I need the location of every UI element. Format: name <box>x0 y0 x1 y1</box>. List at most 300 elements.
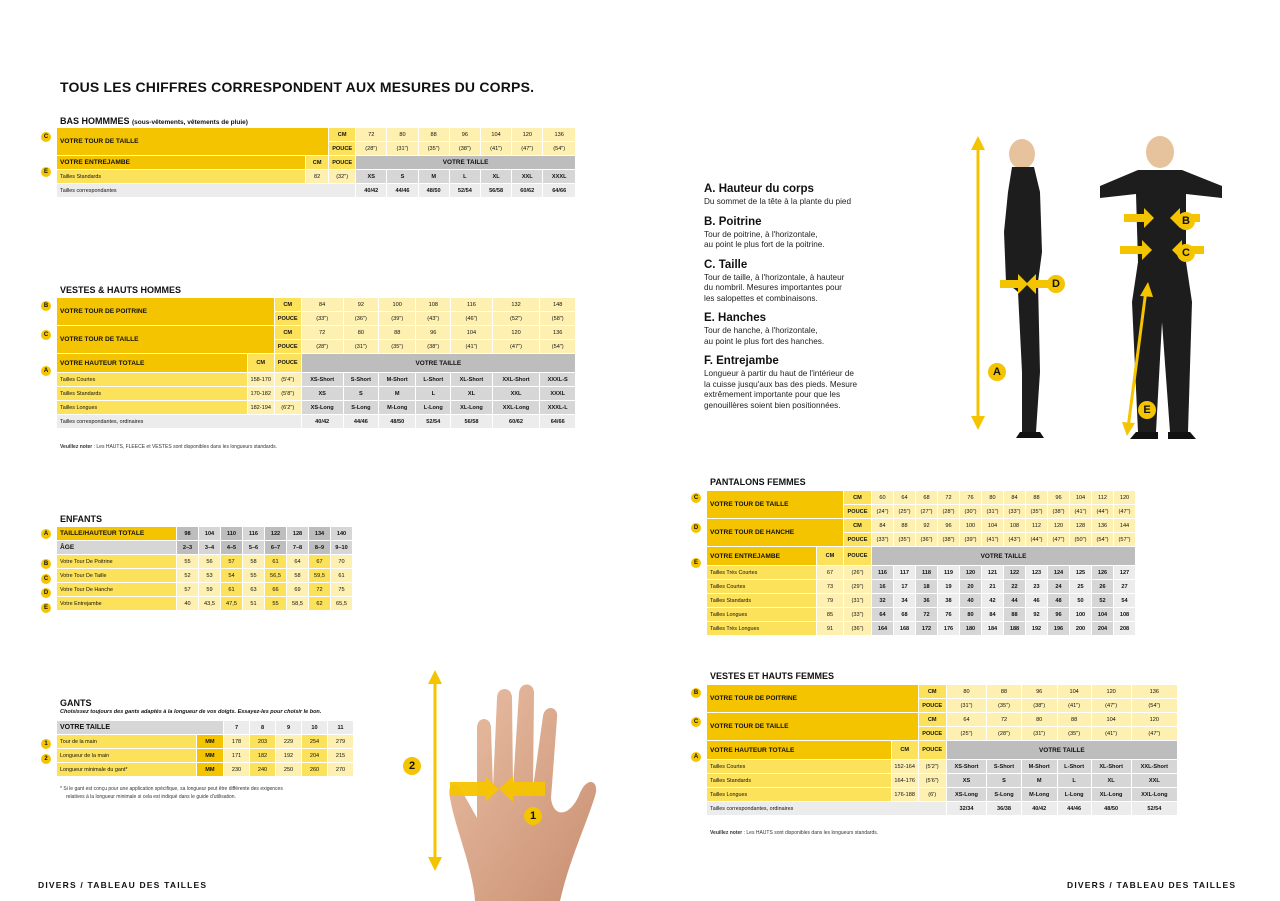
cell: 6–7 <box>265 541 286 554</box>
cell: (54") <box>540 340 575 353</box>
cell: 23 <box>1026 580 1047 593</box>
page-title: TOUS LES CHIFFRES CORRESPONDENT AUX MESURES DU CORPS. <box>60 79 535 95</box>
cell: 91 <box>817 622 843 635</box>
cell: 24 <box>1048 580 1069 593</box>
cell: (32") <box>329 170 355 183</box>
cell: 55 <box>265 597 286 610</box>
bas-hommes-title: BAS HOMMMES <box>60 116 130 126</box>
cell: M <box>1022 774 1057 787</box>
cell: 196 <box>1048 622 1069 635</box>
note-bold: Veuillez noter <box>710 830 743 836</box>
cell: 70 <box>331 555 352 568</box>
cell: 34 <box>894 594 915 607</box>
row-label: TAILLE/HAUTEUR TOTALE <box>57 527 176 540</box>
unit-cm: CM <box>275 326 301 339</box>
cell: 9 <box>276 721 301 734</box>
cell: 128 <box>1070 519 1091 532</box>
votre-taille-header: VOTRE TAILLE <box>356 156 575 169</box>
cell: 48/50 <box>419 184 449 197</box>
cell: 116 <box>451 298 491 311</box>
row-label: Tailles Longues <box>57 401 247 414</box>
cell: S-Long <box>344 401 379 414</box>
cell: M <box>419 170 449 183</box>
measure-title: E. Hanches <box>704 312 766 324</box>
footer-left: DIVERS / TABLEAU DES TAILLES <box>38 880 208 890</box>
cell: (58") <box>540 312 575 325</box>
cell: 60/62 <box>493 415 540 428</box>
cell: 67 <box>309 555 330 568</box>
row-label: Tailles Standards <box>57 170 305 183</box>
cell: 3–4 <box>199 541 220 554</box>
cell: 208 <box>1114 622 1135 635</box>
cell: 254 <box>302 735 327 748</box>
cell: 152-164 <box>892 760 918 773</box>
cell: 64 <box>872 608 893 621</box>
row-label: Longueur de la main <box>57 749 196 762</box>
cell: (35") <box>1026 505 1047 518</box>
cell: XL-Long <box>1092 788 1131 801</box>
cell: 18 <box>916 580 937 593</box>
cell: 88 <box>987 685 1020 698</box>
cell: (31") <box>844 594 871 607</box>
badge-b: B <box>41 301 51 311</box>
cell: (41") <box>1058 699 1091 712</box>
badge-d: D <box>41 588 51 598</box>
row-label: Longueur minimale du gant* <box>57 763 196 776</box>
measure-title: C. Taille <box>704 258 748 271</box>
cell: 260 <box>302 763 327 776</box>
cell: (41") <box>982 533 1003 546</box>
row-label: Tailles Standards <box>707 774 891 787</box>
cell: (33") <box>872 533 893 546</box>
cell: (50") <box>1070 533 1091 546</box>
cell: 76 <box>938 608 959 621</box>
footer-right: DIVERS / TABLEAU DES TAILLES <box>1067 880 1237 890</box>
cell: 108 <box>416 298 450 311</box>
cell: M-Short <box>1022 760 1057 773</box>
cell: 80 <box>960 608 981 621</box>
cell: 172 <box>916 622 937 635</box>
unit-cm: CM <box>844 491 871 504</box>
cell: 10 <box>302 721 327 734</box>
cell: 43,5 <box>199 597 220 610</box>
unit-cm: CM <box>817 547 843 565</box>
cell: 65,5 <box>331 597 352 610</box>
cell: 127 <box>1114 566 1135 579</box>
cell: 84 <box>302 298 343 311</box>
cell: 54 <box>1114 594 1135 607</box>
cell: XXL <box>512 170 542 183</box>
vestes-femmes-note <box>710 830 878 836</box>
row-label: Tailles Standards <box>57 387 247 400</box>
badge-b: B <box>691 688 701 698</box>
height-label: VOTRE HAUTEUR TOTALE <box>57 354 247 372</box>
waist-label: VOTRE TOUR DE TAILLE <box>57 128 328 155</box>
cell: 48 <box>1048 594 1069 607</box>
table-enfants <box>56 526 353 611</box>
cell: S <box>987 774 1020 787</box>
gants-subtitle: Choisissez toujours des gants adaptés à la longueur de vos doigts. Essayez-les pour choisir le bon. <box>60 709 322 715</box>
cell: 104 <box>982 519 1003 532</box>
cell: 192 <box>1026 622 1047 635</box>
cell: 118 <box>916 566 937 579</box>
cell: (54") <box>1132 699 1177 712</box>
height-label: VOTRE HAUTEUR TOTALE <box>707 741 891 759</box>
cell: 168 <box>894 622 915 635</box>
cell: (28") <box>987 727 1020 740</box>
cell: S <box>387 170 417 183</box>
cell: XS-Long <box>302 401 343 414</box>
cell: 55 <box>243 569 264 582</box>
cell: 136 <box>543 128 575 141</box>
cell: 68 <box>916 491 937 504</box>
cell: (29") <box>844 580 871 593</box>
cell: 79 <box>817 594 843 607</box>
badge-c: C <box>41 330 51 340</box>
cell: 57 <box>177 583 198 596</box>
cell: XS <box>947 774 987 787</box>
cell: (6'2") <box>275 401 301 414</box>
hand-badge-1: 1 <box>524 807 542 825</box>
cell: (54") <box>1092 533 1113 546</box>
cell: 204 <box>1092 622 1113 635</box>
cell: XXXL-S <box>540 373 575 386</box>
cell: 72 <box>309 583 330 596</box>
figure-badge-d: D <box>1047 275 1065 293</box>
row-label: Tailles Très Longues <box>707 622 816 635</box>
cell: (31") <box>344 340 379 353</box>
cell: 50 <box>1070 594 1091 607</box>
cell: S <box>344 387 379 400</box>
cell: 92 <box>916 519 937 532</box>
cell: XXL <box>1132 774 1177 787</box>
cell: 88 <box>1026 491 1047 504</box>
cell: 124 <box>1048 566 1069 579</box>
cell: 104 <box>451 326 491 339</box>
cell: 184 <box>982 622 1003 635</box>
cell: 119 <box>938 566 959 579</box>
badge-e: E <box>41 603 51 613</box>
cell: 67 <box>817 566 843 579</box>
cell: XS <box>302 387 343 400</box>
cell: 4–5 <box>221 541 242 554</box>
waist-label: VOTRE TOUR DE TAILLE <box>707 491 843 518</box>
unit-pouce: POUCE <box>844 547 871 565</box>
cell: XL-Long <box>451 401 491 414</box>
unit-cm: CM <box>919 713 946 726</box>
unit-pouce: POUCE <box>919 699 946 712</box>
cell: (38") <box>938 533 959 546</box>
cell: 72 <box>916 608 937 621</box>
cell: 40/42 <box>356 184 386 197</box>
cell: 75 <box>331 583 352 596</box>
cell: 178 <box>224 735 249 748</box>
row-label: Tailles Courtes <box>707 760 891 773</box>
cell: 48/50 <box>379 415 415 428</box>
cell: (47") <box>1132 727 1177 740</box>
cell: S-Short <box>987 760 1020 773</box>
row-label: Tour de la main <box>57 735 196 748</box>
row-label: Tailles Courtes <box>707 580 816 593</box>
cell: (39") <box>960 533 981 546</box>
cell: 88 <box>1058 713 1091 726</box>
measure-text: Tour de hanche, à l'horizontale, au point le plus fort des hanches. <box>704 326 825 346</box>
measure-list <box>704 183 904 419</box>
cell: 60 <box>872 491 893 504</box>
cell: 73 <box>817 580 843 593</box>
figure-badge-b: B <box>1177 212 1195 230</box>
cell: 27 <box>1114 580 1135 593</box>
measure-text: Tour de poitrine, à l'horizontale, au point le plus fort de la poitrine. <box>704 229 825 249</box>
cell: 54 <box>221 569 242 582</box>
cell: 52/54 <box>416 415 450 428</box>
table-gants <box>56 720 354 777</box>
cell: 125 <box>1070 566 1091 579</box>
cell: L-Long <box>416 401 450 414</box>
section-title-vestes-femmes: VESTES ET HAUTS FEMMES <box>710 671 835 681</box>
cell: 40 <box>177 597 198 610</box>
badge-e: E <box>41 167 51 177</box>
cell: (41") <box>1092 727 1131 740</box>
measure-text: Longueur à partir du haut de l'intérieur de la cuisse jusqu'aux bas des pieds. Mesure extrêmement importante pour que les genouillères soient bien positionnées. <box>704 369 858 410</box>
cell: (31") <box>982 505 1003 518</box>
cell: (24") <box>872 505 893 518</box>
cell: 136 <box>1132 685 1177 698</box>
hand-illustration <box>395 668 625 901</box>
row-label: Votre Tour De Hanche <box>57 583 176 596</box>
cell: 122 <box>265 527 286 540</box>
table-bas-hommes <box>56 127 576 198</box>
cell: (38") <box>416 340 450 353</box>
cell: 52 <box>177 569 198 582</box>
cell: 128 <box>287 527 308 540</box>
cell: (25") <box>894 505 915 518</box>
cell: 44/46 <box>1058 802 1091 815</box>
section-title-gants: GANTS <box>60 698 92 708</box>
row-label: Votre Tour De Poitrine <box>57 555 176 568</box>
cell: 108 <box>1004 519 1025 532</box>
cell: XS-Short <box>302 373 343 386</box>
cell: 40/42 <box>302 415 343 428</box>
inseam-label: VOTRE ENTREJAMBE <box>57 156 305 169</box>
section-title-pantalons-femmes: PANTALONS FEMMES <box>710 477 806 487</box>
body-figures-illustration <box>960 132 1230 452</box>
cell: (39") <box>379 312 415 325</box>
cell: 40/42 <box>1022 802 1057 815</box>
cell: 60/62 <box>512 184 542 197</box>
cell: (33") <box>1004 505 1025 518</box>
section-title-vestes-hommes: VESTES & HAUTS HOMMES <box>60 285 182 295</box>
cell: 136 <box>1092 519 1113 532</box>
cell: 104 <box>199 527 220 540</box>
cell: 158-170 <box>248 373 274 386</box>
cell: 240 <box>250 763 275 776</box>
cell: 120 <box>960 566 981 579</box>
cell: 80 <box>982 491 1003 504</box>
cell: 104 <box>1070 491 1091 504</box>
cell: (41") <box>1070 505 1091 518</box>
cell: XXXL-L <box>540 401 575 414</box>
cell: 176-188 <box>892 788 918 801</box>
unit-mm: MM <box>197 749 223 762</box>
cell: 84 <box>1004 491 1025 504</box>
cell: (36") <box>344 312 379 325</box>
cell: 38 <box>938 594 959 607</box>
unit-cm: CM <box>275 298 301 311</box>
cell: 56,5 <box>265 569 286 582</box>
cell: (47") <box>512 142 542 155</box>
cell: (47") <box>1114 505 1135 518</box>
cell: (33") <box>844 608 871 621</box>
cell: 61 <box>221 583 242 596</box>
badge-c: C <box>691 493 701 503</box>
unit-cm: CM <box>844 519 871 532</box>
waist-label: VOTRE TOUR DE TAILLE <box>57 326 274 353</box>
cell: 120 <box>1114 491 1135 504</box>
measure-title: F. Entrejambe <box>704 355 779 367</box>
unit-pouce: POUCE <box>329 156 355 169</box>
cell: (54") <box>543 142 575 155</box>
cell: 64/66 <box>540 415 575 428</box>
cell: 72 <box>302 326 343 339</box>
unit-pouce: POUCE <box>919 741 946 759</box>
cell: (35") <box>419 142 449 155</box>
cell: (35") <box>1058 727 1091 740</box>
cell: 182-194 <box>248 401 274 414</box>
cell: 96 <box>938 519 959 532</box>
inseam-label: VOTRE ENTREJAMBE <box>707 547 816 565</box>
cell: 164 <box>872 622 893 635</box>
cell: (27") <box>916 505 937 518</box>
cell: 47,5 <box>221 597 242 610</box>
gants-header: VOTRE TAILLE <box>57 721 223 734</box>
cell: XS-Long <box>947 788 987 801</box>
cell: 64/66 <box>543 184 575 197</box>
unit-cm: CM <box>306 156 328 169</box>
cell: 46 <box>1026 594 1047 607</box>
cell: 250 <box>276 763 301 776</box>
cell: L-Short <box>416 373 450 386</box>
cell: XXXL <box>540 387 575 400</box>
cell: 100 <box>1070 608 1091 621</box>
section-title-enfants: ENFANTS <box>60 514 103 524</box>
cell: 270 <box>328 763 353 776</box>
cell: (52") <box>493 312 540 325</box>
unit-cm: CM <box>248 354 274 372</box>
cell: 72 <box>938 491 959 504</box>
cell: 148 <box>540 298 575 311</box>
cell: 88 <box>419 128 449 141</box>
cell: (5'6") <box>919 774 946 787</box>
cell: (36") <box>916 533 937 546</box>
badge-2: 2 <box>41 754 51 764</box>
cell: 56/58 <box>451 415 491 428</box>
cell: XL <box>1092 774 1131 787</box>
unit-cm: CM <box>329 128 355 141</box>
cell: 68 <box>894 608 915 621</box>
cell: (41") <box>451 340 491 353</box>
cell: (5'8") <box>275 387 301 400</box>
cell: 44/46 <box>344 415 379 428</box>
cell: 36 <box>916 594 937 607</box>
hand-badge-2: 2 <box>403 757 421 775</box>
cell: 76 <box>960 491 981 504</box>
votre-taille-header: VOTRE TAILLE <box>872 547 1135 565</box>
cell: (35") <box>987 699 1020 712</box>
row-label: Votre Entrejambe <box>57 597 176 610</box>
badge-1: 1 <box>41 739 51 749</box>
votre-taille-header: VOTRE TAILLE <box>302 354 575 372</box>
cell: M-Short <box>379 373 415 386</box>
cell: 80 <box>344 326 379 339</box>
cell: 80 <box>1022 713 1057 726</box>
cell: 8 <box>250 721 275 734</box>
cell: S-Long <box>987 788 1020 801</box>
cell: 17 <box>894 580 915 593</box>
cell: 44/46 <box>387 184 417 197</box>
cell: 188 <box>1004 622 1025 635</box>
cell: 22 <box>1004 580 1025 593</box>
table-vestes-hommes <box>56 297 576 429</box>
cell: 63 <box>243 583 264 596</box>
cell: 123 <box>1026 566 1047 579</box>
cell: 110 <box>221 527 242 540</box>
cell: 104 <box>1058 685 1091 698</box>
cell: 116 <box>872 566 893 579</box>
section-title-bas-hommes <box>60 116 248 126</box>
cell: 88 <box>1004 608 1025 621</box>
badge-a: A <box>41 366 51 376</box>
cell: 56/58 <box>481 184 511 197</box>
cell: (26") <box>844 566 871 579</box>
cell: 53 <box>199 569 220 582</box>
row-label: Tailles correspondantes, ordinaires <box>57 415 301 428</box>
badge-b: B <box>41 559 51 569</box>
cell: (38") <box>450 142 480 155</box>
cell: (30") <box>960 505 981 518</box>
badge-d: D <box>691 523 701 533</box>
cell: 279 <box>328 735 353 748</box>
cell: (28") <box>356 142 386 155</box>
cell: 192 <box>276 749 301 762</box>
cell: 132 <box>493 298 540 311</box>
cell: M-Long <box>1022 788 1057 801</box>
cell: XL <box>481 170 511 183</box>
cell: 26 <box>1092 580 1113 593</box>
row-label: ÂGE <box>57 541 176 554</box>
cell: 11 <box>328 721 353 734</box>
figure-badge-e: E <box>1138 401 1156 419</box>
cell: 7 <box>224 721 249 734</box>
cell: (44") <box>1092 505 1113 518</box>
gants-note-2: relatives à la longueur minimale si cela est indiqué dans le guide d'utilisation. <box>66 794 236 800</box>
cell: 52 <box>1092 594 1113 607</box>
cell: 182 <box>250 749 275 762</box>
cell: 57 <box>221 555 242 568</box>
cell: 96 <box>1048 608 1069 621</box>
cell: 8–9 <box>309 541 330 554</box>
row-label: Tailles Standards <box>707 594 816 607</box>
cell: 69 <box>287 583 308 596</box>
cell: 36/38 <box>987 802 1020 815</box>
cell: 32 <box>872 594 893 607</box>
cell: 85 <box>817 608 843 621</box>
cell: 72 <box>356 128 386 141</box>
cell: 120 <box>1132 713 1177 726</box>
measure-text: Tour de taille, à l'horizontale, à hauteur du nombril. Mesures importantes pour les salopettes et combinaisons. <box>704 272 845 303</box>
cell: 48/50 <box>1092 802 1131 815</box>
cell: 92 <box>1026 608 1047 621</box>
